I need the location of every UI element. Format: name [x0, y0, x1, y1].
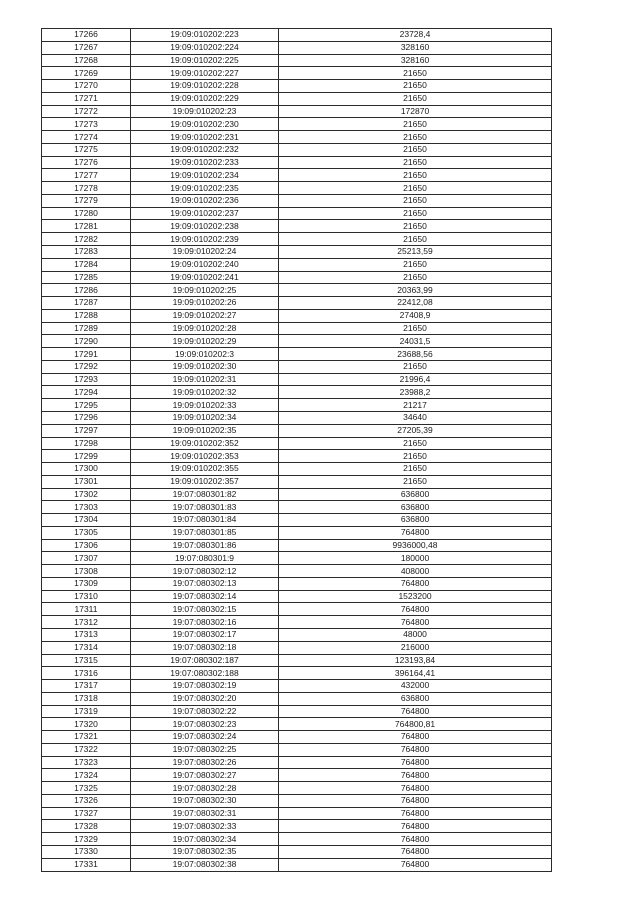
row-number-cell: 17295 — [42, 399, 131, 412]
cadastral-number-cell: 19:09:010202:235 — [131, 182, 279, 195]
cadastral-number-cell: 19:09:010202:230 — [131, 118, 279, 131]
table-row — [42, 858, 552, 871]
row-number-cell: 17266 — [42, 29, 131, 42]
table-row — [42, 514, 552, 527]
value-cell: 408000 — [279, 565, 552, 578]
value-cell: 764800 — [279, 743, 552, 756]
row-number-cell: 17288 — [42, 309, 131, 322]
row-number-cell: 17298 — [42, 437, 131, 450]
cadastral-number-cell: 19:09:010202:357 — [131, 475, 279, 488]
cadastral-number-cell: 19:09:010202:27 — [131, 309, 279, 322]
table-row — [42, 373, 552, 386]
cadastral-number-cell: 19:07:080302:15 — [131, 603, 279, 616]
table-row — [42, 731, 552, 744]
value-cell: 24031,5 — [279, 335, 552, 348]
row-number-cell: 17327 — [42, 807, 131, 820]
table-row — [42, 105, 552, 118]
table-row — [42, 131, 552, 144]
cadastral-number-cell: 19:09:010202:239 — [131, 233, 279, 246]
row-number-cell: 17314 — [42, 641, 131, 654]
cadastral-number-cell: 19:09:010202:224 — [131, 41, 279, 54]
cadastral-number-cell: 19:07:080301:82 — [131, 488, 279, 501]
row-number-cell: 17273 — [42, 118, 131, 131]
cadastral-number-cell: 19:09:010202:353 — [131, 450, 279, 463]
value-cell: 21650 — [279, 143, 552, 156]
row-number-cell: 17308 — [42, 565, 131, 578]
table-row — [42, 539, 552, 552]
row-number-cell: 17284 — [42, 258, 131, 271]
value-cell: 21650 — [279, 322, 552, 335]
value-cell: 764800 — [279, 820, 552, 833]
row-number-cell: 17301 — [42, 475, 131, 488]
table-row — [42, 552, 552, 565]
table-row — [42, 475, 552, 488]
row-number-cell: 17290 — [42, 335, 131, 348]
cadastral-number-cell: 19:07:080302:38 — [131, 858, 279, 871]
table-row — [42, 182, 552, 195]
cadastral-number-cell: 19:07:080302:23 — [131, 718, 279, 731]
row-number-cell: 17316 — [42, 667, 131, 680]
value-cell: 432000 — [279, 680, 552, 693]
value-cell: 180000 — [279, 552, 552, 565]
value-cell: 21650 — [279, 258, 552, 271]
row-number-cell: 17328 — [42, 820, 131, 833]
row-number-cell: 17320 — [42, 718, 131, 731]
cadastral-number-cell: 19:07:080302:19 — [131, 680, 279, 693]
cadastral-number-cell: 19:09:010202:232 — [131, 143, 279, 156]
cadastral-number-cell: 19:09:010202:223 — [131, 29, 279, 42]
row-number-cell: 17305 — [42, 526, 131, 539]
value-cell: 764800 — [279, 526, 552, 539]
value-cell: 764800 — [279, 756, 552, 769]
value-cell: 636800 — [279, 488, 552, 501]
cadastral-number-cell: 19:09:010202:33 — [131, 399, 279, 412]
table-row — [42, 616, 552, 629]
table-row — [42, 92, 552, 105]
table-row — [42, 335, 552, 348]
table-row — [42, 756, 552, 769]
table-row — [42, 450, 552, 463]
table-row — [42, 833, 552, 846]
row-number-cell: 17307 — [42, 552, 131, 565]
cadastral-number-cell: 19:09:010202:241 — [131, 271, 279, 284]
table-row — [42, 705, 552, 718]
row-number-cell: 17281 — [42, 220, 131, 233]
row-number-cell: 17303 — [42, 501, 131, 514]
row-number-cell: 17311 — [42, 603, 131, 616]
table-row — [42, 437, 552, 450]
value-cell: 21650 — [279, 156, 552, 169]
row-number-cell: 17315 — [42, 654, 131, 667]
cadastral-number-cell: 19:09:010202:30 — [131, 360, 279, 373]
value-cell: 636800 — [279, 692, 552, 705]
cadastral-number-cell: 19:09:010202:31 — [131, 373, 279, 386]
value-cell: 21650 — [279, 233, 552, 246]
value-cell: 764800 — [279, 769, 552, 782]
row-number-cell: 17296 — [42, 411, 131, 424]
row-number-cell: 17318 — [42, 692, 131, 705]
table-row — [42, 488, 552, 501]
cadastral-number-cell: 19:07:080301:9 — [131, 552, 279, 565]
value-cell: 328160 — [279, 41, 552, 54]
cadastral-number-cell: 19:07:080302:13 — [131, 577, 279, 590]
row-number-cell: 17297 — [42, 424, 131, 437]
table-row — [42, 565, 552, 578]
cadastral-number-cell: 19:07:080302:35 — [131, 846, 279, 859]
row-number-cell: 17325 — [42, 782, 131, 795]
row-number-cell: 17272 — [42, 105, 131, 118]
cadastral-number-cell: 19:07:080302:28 — [131, 782, 279, 795]
row-number-cell: 17326 — [42, 794, 131, 807]
cadastral-number-cell: 19:09:010202:29 — [131, 335, 279, 348]
row-number-cell: 17317 — [42, 680, 131, 693]
row-number-cell: 17322 — [42, 743, 131, 756]
value-cell: 764800 — [279, 794, 552, 807]
row-number-cell: 17302 — [42, 488, 131, 501]
table-row — [42, 118, 552, 131]
cadastral-number-cell: 19:07:080302:26 — [131, 756, 279, 769]
row-number-cell: 17285 — [42, 271, 131, 284]
cadastral-number-cell: 19:07:080301:85 — [131, 526, 279, 539]
table-row — [42, 284, 552, 297]
value-cell: 21650 — [279, 80, 552, 93]
table-row — [42, 628, 552, 641]
value-cell: 764800 — [279, 577, 552, 590]
cadastral-number-cell: 19:09:010202:24 — [131, 246, 279, 259]
cadastral-number-cell: 19:07:080302:22 — [131, 705, 279, 718]
table-row — [42, 463, 552, 476]
table-row — [42, 526, 552, 539]
row-number-cell: 17283 — [42, 246, 131, 259]
table-row — [42, 386, 552, 399]
cadastral-number-cell: 19:07:080302:30 — [131, 794, 279, 807]
row-number-cell: 17279 — [42, 194, 131, 207]
cadastral-number-cell: 19:09:010202:352 — [131, 437, 279, 450]
value-cell: 48000 — [279, 628, 552, 641]
table-row — [42, 782, 552, 795]
table-row — [42, 769, 552, 782]
cadastral-number-cell: 19:09:010202:34 — [131, 411, 279, 424]
row-number-cell: 17323 — [42, 756, 131, 769]
value-cell: 27408,9 — [279, 309, 552, 322]
cadastral-number-cell: 19:07:080302:14 — [131, 590, 279, 603]
value-cell: 23728,4 — [279, 29, 552, 42]
row-number-cell: 17286 — [42, 284, 131, 297]
value-cell: 172870 — [279, 105, 552, 118]
cadastral-number-cell: 19:07:080301:84 — [131, 514, 279, 527]
cadastral-number-cell: 19:07:080302:20 — [131, 692, 279, 705]
row-number-cell: 17267 — [42, 41, 131, 54]
cadastral-number-cell: 19:07:080302:33 — [131, 820, 279, 833]
row-number-cell: 17306 — [42, 539, 131, 552]
row-number-cell: 17294 — [42, 386, 131, 399]
value-cell: 21650 — [279, 92, 552, 105]
table-row — [42, 322, 552, 335]
table-row — [42, 246, 552, 259]
table-row — [42, 577, 552, 590]
value-cell: 764800 — [279, 782, 552, 795]
value-cell: 21650 — [279, 463, 552, 476]
row-number-cell: 17271 — [42, 92, 131, 105]
row-number-cell: 17276 — [42, 156, 131, 169]
table-row — [42, 807, 552, 820]
value-cell: 23988,2 — [279, 386, 552, 399]
value-cell: 21650 — [279, 207, 552, 220]
row-number-cell: 17292 — [42, 360, 131, 373]
table-row — [42, 820, 552, 833]
cadastral-number-cell: 19:09:010202:233 — [131, 156, 279, 169]
row-number-cell: 17299 — [42, 450, 131, 463]
value-cell: 21650 — [279, 169, 552, 182]
table-row — [42, 169, 552, 182]
cadastral-number-cell: 19:09:010202:32 — [131, 386, 279, 399]
table-row — [42, 54, 552, 67]
row-number-cell: 17289 — [42, 322, 131, 335]
row-number-cell: 17291 — [42, 348, 131, 361]
row-number-cell: 17324 — [42, 769, 131, 782]
table-row — [42, 590, 552, 603]
row-number-cell: 17319 — [42, 705, 131, 718]
cadastral-number-cell: 19:09:010202:229 — [131, 92, 279, 105]
table-row — [42, 233, 552, 246]
cadastral-number-cell: 19:09:010202:227 — [131, 67, 279, 80]
table-row — [42, 743, 552, 756]
row-number-cell: 17278 — [42, 182, 131, 195]
table-row — [42, 67, 552, 80]
value-cell: 22412,08 — [279, 297, 552, 310]
cadastral-number-cell: 19:09:010202:355 — [131, 463, 279, 476]
table-row — [42, 641, 552, 654]
row-number-cell: 17275 — [42, 143, 131, 156]
table-row — [42, 411, 552, 424]
value-cell: 764800,81 — [279, 718, 552, 731]
row-number-cell: 17269 — [42, 67, 131, 80]
value-cell: 21650 — [279, 67, 552, 80]
table-row — [42, 667, 552, 680]
row-number-cell: 17330 — [42, 846, 131, 859]
table-row — [42, 501, 552, 514]
row-number-cell: 17312 — [42, 616, 131, 629]
row-number-cell: 17293 — [42, 373, 131, 386]
cadastral-number-cell: 19:07:080302:24 — [131, 731, 279, 744]
cadastral-number-cell: 19:07:080302:34 — [131, 833, 279, 846]
table-row — [42, 143, 552, 156]
table-row — [42, 207, 552, 220]
value-cell: 764800 — [279, 858, 552, 871]
value-cell: 636800 — [279, 501, 552, 514]
cadastral-number-cell: 19:07:080302:27 — [131, 769, 279, 782]
table-row — [42, 220, 552, 233]
value-cell: 764800 — [279, 705, 552, 718]
value-cell: 123193,84 — [279, 654, 552, 667]
value-cell: 21650 — [279, 271, 552, 284]
cadastral-number-cell: 19:07:080302:31 — [131, 807, 279, 820]
table-row — [42, 654, 552, 667]
value-cell: 328160 — [279, 54, 552, 67]
value-cell: 764800 — [279, 603, 552, 616]
row-number-cell: 17329 — [42, 833, 131, 846]
table-row — [42, 348, 552, 361]
table-row — [42, 692, 552, 705]
value-cell: 21650 — [279, 182, 552, 195]
value-cell: 21650 — [279, 437, 552, 450]
table-row — [42, 360, 552, 373]
table-row — [42, 41, 552, 54]
table-row — [42, 156, 552, 169]
row-number-cell: 17270 — [42, 80, 131, 93]
value-cell: 21650 — [279, 360, 552, 373]
table-row — [42, 399, 552, 412]
value-cell: 25213,59 — [279, 246, 552, 259]
value-cell: 396164,41 — [279, 667, 552, 680]
cadastral-number-cell: 19:09:010202:237 — [131, 207, 279, 220]
value-cell: 1523200 — [279, 590, 552, 603]
table-row — [42, 680, 552, 693]
value-cell: 764800 — [279, 833, 552, 846]
cadastral-number-cell: 19:09:010202:225 — [131, 54, 279, 67]
value-cell: 9936000,48 — [279, 539, 552, 552]
cadastral-number-cell: 19:09:010202:240 — [131, 258, 279, 271]
row-number-cell: 17331 — [42, 858, 131, 871]
value-cell: 27205,39 — [279, 424, 552, 437]
cadastral-number-cell: 19:09:010202:238 — [131, 220, 279, 233]
cadastral-number-cell: 19:09:010202:236 — [131, 194, 279, 207]
cadastral-number-cell: 19:07:080302:25 — [131, 743, 279, 756]
row-number-cell: 17287 — [42, 297, 131, 310]
table-row — [42, 271, 552, 284]
cadastral-number-cell: 19:07:080302:187 — [131, 654, 279, 667]
row-number-cell: 17309 — [42, 577, 131, 590]
cadastral-number-cell: 19:07:080302:12 — [131, 565, 279, 578]
data-table — [41, 28, 552, 872]
cadastral-number-cell: 19:09:010202:228 — [131, 80, 279, 93]
value-cell: 23688,56 — [279, 348, 552, 361]
table-row — [42, 29, 552, 42]
table-row — [42, 309, 552, 322]
value-cell: 21650 — [279, 220, 552, 233]
cadastral-number-cell: 19:09:010202:28 — [131, 322, 279, 335]
table-row — [42, 718, 552, 731]
table-row — [42, 297, 552, 310]
value-cell: 21650 — [279, 475, 552, 488]
row-number-cell: 17300 — [42, 463, 131, 476]
row-number-cell: 17304 — [42, 514, 131, 527]
row-number-cell: 17274 — [42, 131, 131, 144]
value-cell: 21217 — [279, 399, 552, 412]
table-row — [42, 424, 552, 437]
cadastral-number-cell: 19:07:080301:83 — [131, 501, 279, 514]
cadastral-number-cell: 19:07:080302:17 — [131, 628, 279, 641]
row-number-cell: 17321 — [42, 731, 131, 744]
value-cell: 764800 — [279, 807, 552, 820]
cadastral-number-cell: 19:09:010202:234 — [131, 169, 279, 182]
value-cell: 764800 — [279, 731, 552, 744]
cadastral-number-cell: 19:09:010202:25 — [131, 284, 279, 297]
value-cell: 34640 — [279, 411, 552, 424]
cadastral-number-cell: 19:09:010202:3 — [131, 348, 279, 361]
cadastral-number-cell: 19:09:010202:23 — [131, 105, 279, 118]
cadastral-number-cell: 19:09:010202:35 — [131, 424, 279, 437]
table-row — [42, 846, 552, 859]
cadastral-number-cell: 19:07:080302:16 — [131, 616, 279, 629]
row-number-cell: 17280 — [42, 207, 131, 220]
cadastral-number-cell: 19:07:080301:86 — [131, 539, 279, 552]
cadastral-number-cell: 19:07:080302:18 — [131, 641, 279, 654]
row-number-cell: 17313 — [42, 628, 131, 641]
value-cell: 764800 — [279, 616, 552, 629]
table-body — [42, 29, 552, 872]
value-cell: 216000 — [279, 641, 552, 654]
table-row — [42, 80, 552, 93]
value-cell: 21650 — [279, 450, 552, 463]
value-cell: 20363,99 — [279, 284, 552, 297]
row-number-cell: 17282 — [42, 233, 131, 246]
table-row — [42, 194, 552, 207]
value-cell: 21650 — [279, 118, 552, 131]
value-cell: 21650 — [279, 131, 552, 144]
cadastral-number-cell: 19:07:080302:188 — [131, 667, 279, 680]
row-number-cell: 17310 — [42, 590, 131, 603]
row-number-cell: 17268 — [42, 54, 131, 67]
table-row — [42, 258, 552, 271]
row-number-cell: 17277 — [42, 169, 131, 182]
value-cell: 21996,4 — [279, 373, 552, 386]
value-cell: 21650 — [279, 194, 552, 207]
cadastral-number-cell: 19:09:010202:231 — [131, 131, 279, 144]
value-cell: 764800 — [279, 846, 552, 859]
table-row — [42, 603, 552, 616]
cadastral-number-cell: 19:09:010202:26 — [131, 297, 279, 310]
value-cell: 636800 — [279, 514, 552, 527]
table-row — [42, 794, 552, 807]
